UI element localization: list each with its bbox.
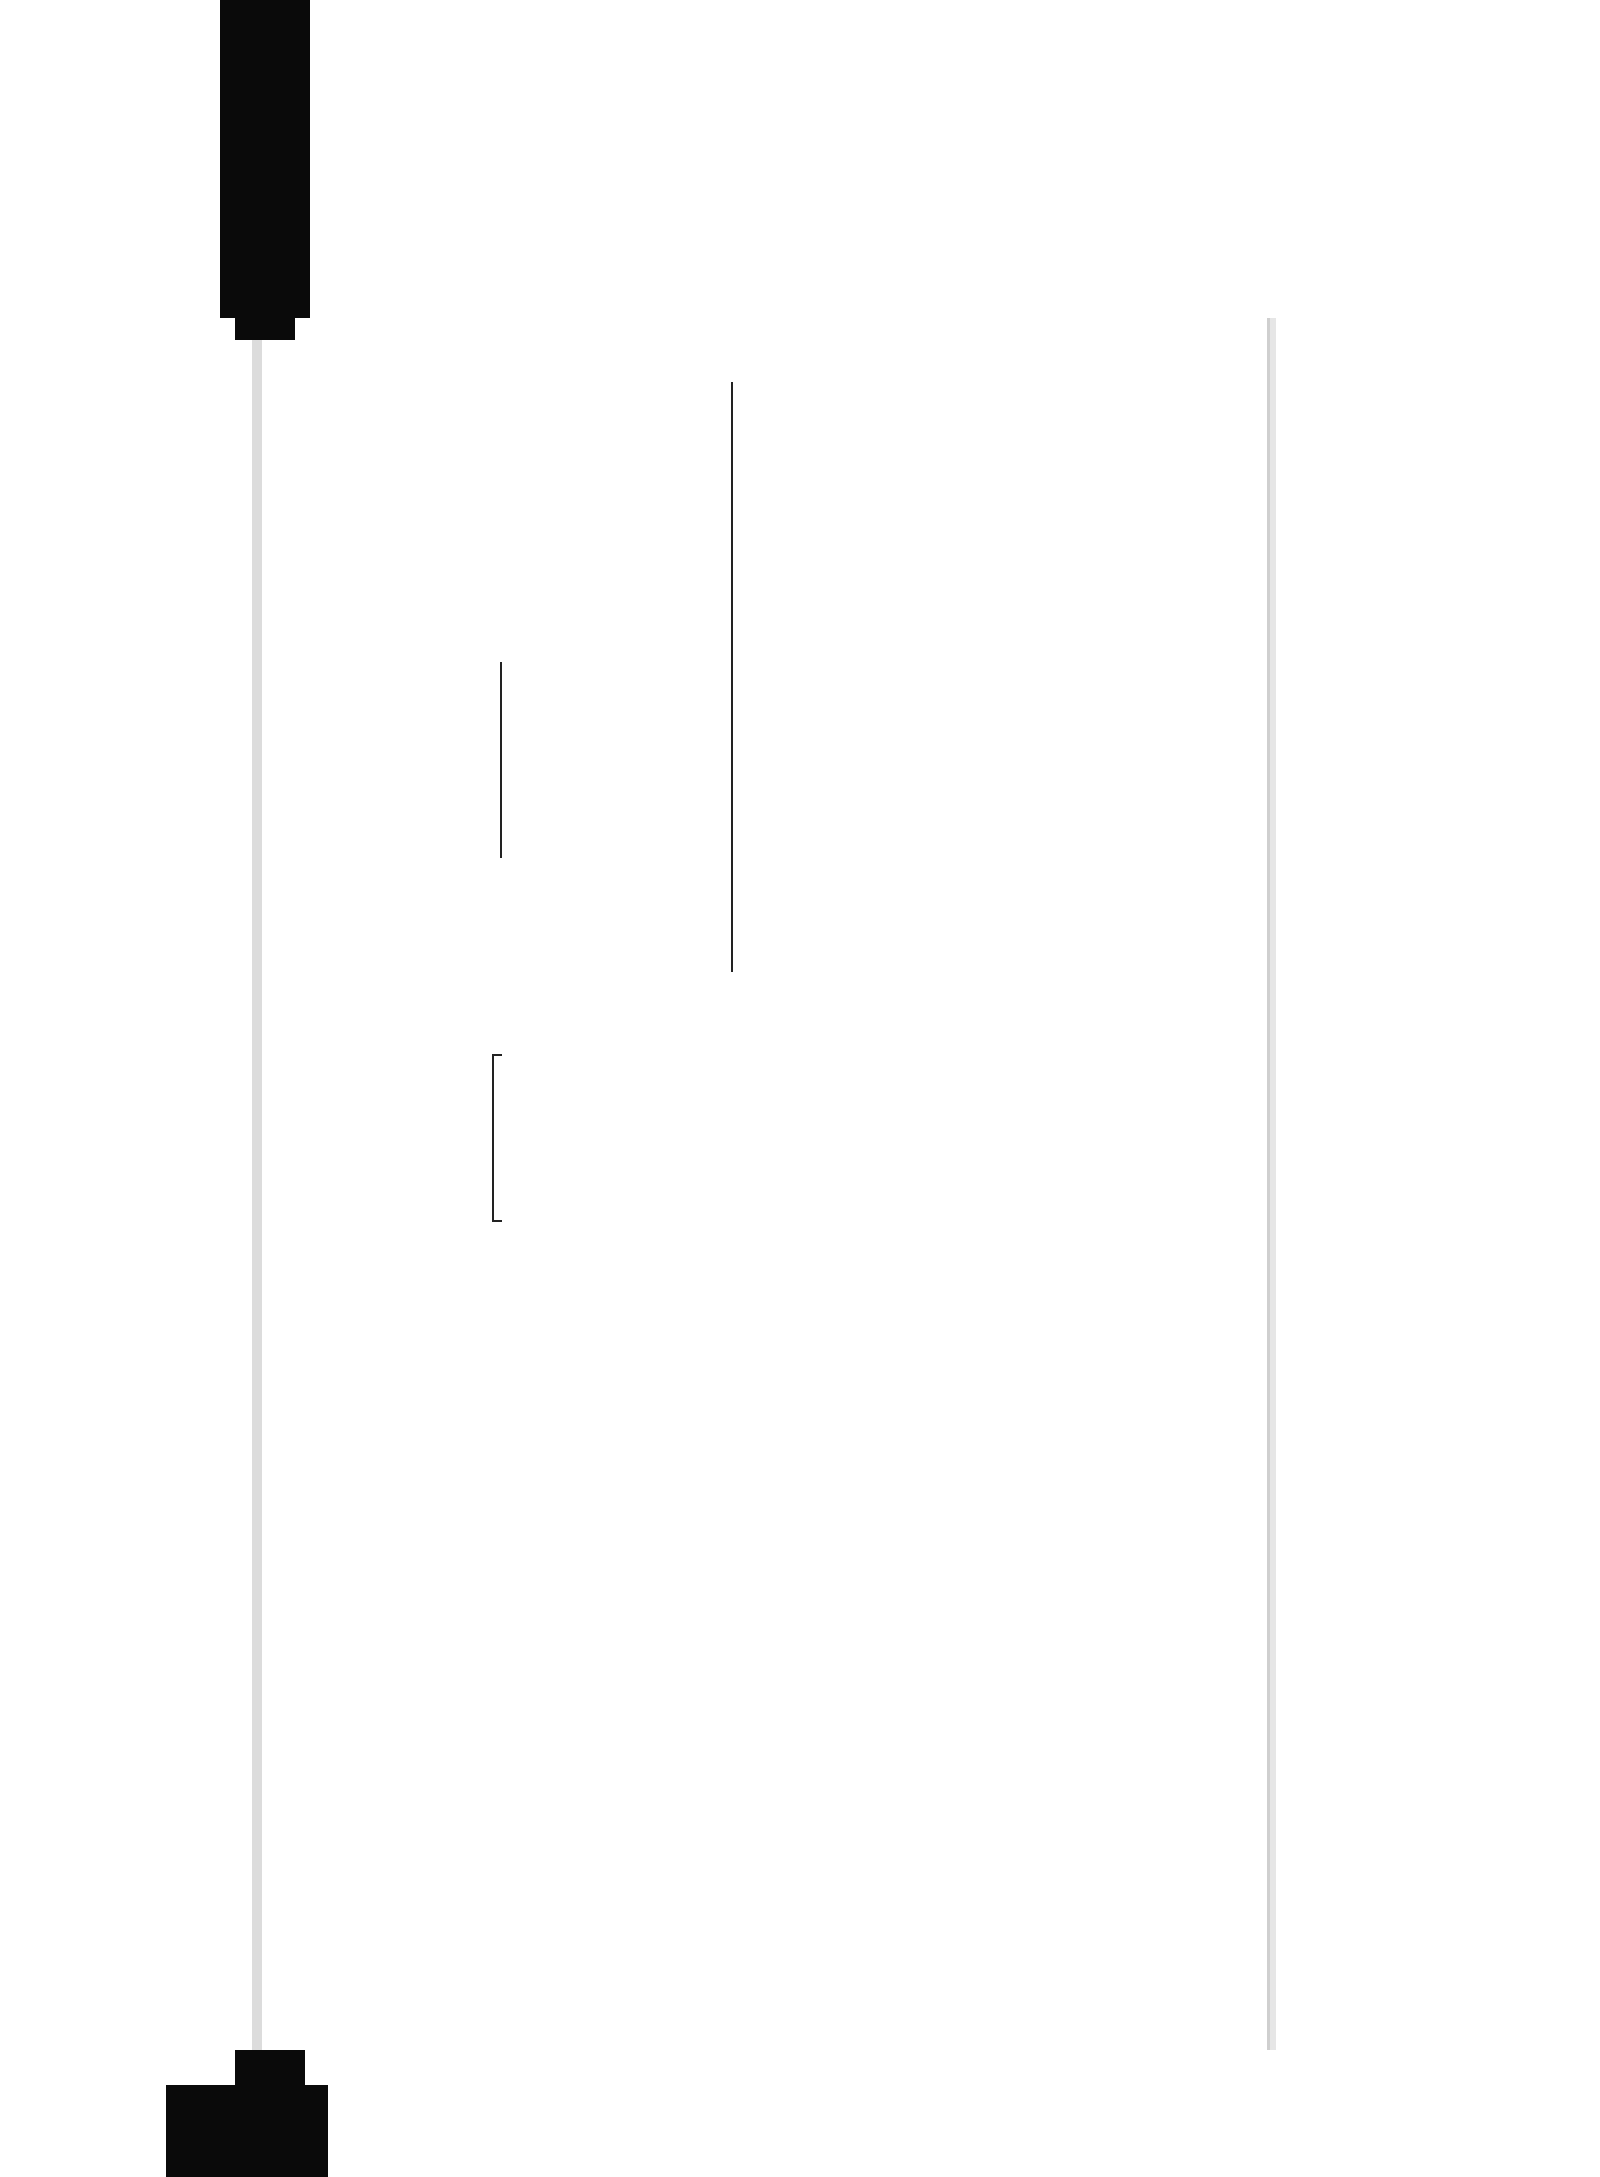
left-page-fragments <box>0 378 250 2078</box>
book-gutter <box>252 318 262 2050</box>
binding-strap-bottom <box>166 2085 328 2177</box>
aerzte-brace-top <box>492 1054 502 1056</box>
binding-strap-top <box>220 0 310 318</box>
streets-divider <box>500 662 502 858</box>
binding-strap-top-inner <box>235 300 295 340</box>
right-page <box>262 318 1270 2050</box>
aerzte-brace <box>492 1054 494 1222</box>
column-divider <box>731 382 733 972</box>
aerzte-brace-bottom <box>492 1220 502 1222</box>
